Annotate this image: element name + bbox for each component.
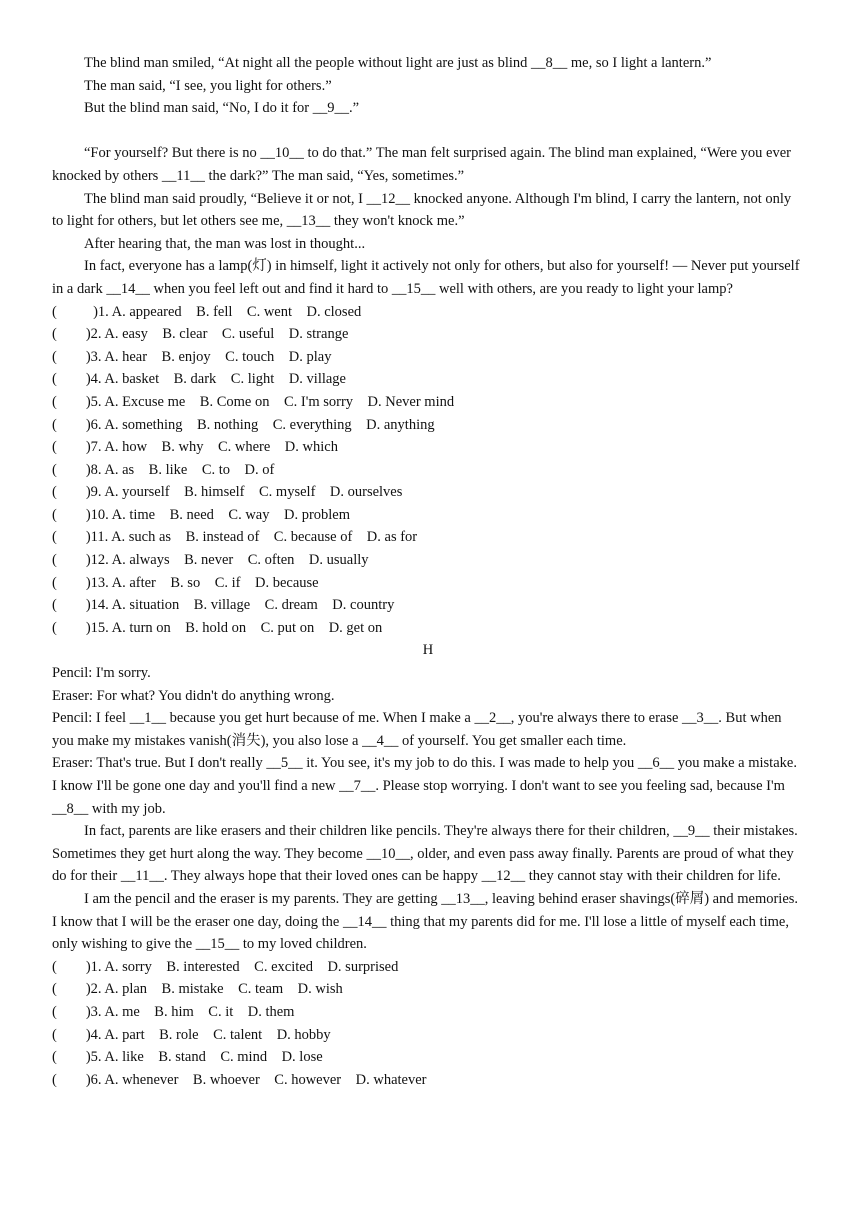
story-paragraph: After hearing that, the man was lost in thought... [84,235,366,252]
question-option-line: ( )2. A. easy B. clear C. useful D. strange [52,326,349,343]
dialogue-line: Pencil: I'm sorry. [52,665,151,682]
story-paragraph: In fact, parents are like erasers and their children like pencils. They're always there for their children, __9__ their mistakes. Sometimes they get hurt along the way. They become __10__, older, and even pass away finally. Parents are proud of what they do for their __11__. They always hope that their loved ones can be happy __12__ they cannot stay with their children for life. [52,823,798,885]
question-option-line: ( )7. A. how B. why C. where D. which [52,439,338,456]
question-option-line: ( )8. A. as B. like C. to D. of [52,461,275,478]
question-option-line: ( )4. A. part B. role C. talent D. hobby [52,1026,331,1043]
question-option-line: ( )5. A. like B. stand C. mind D. lose [52,1049,323,1066]
dialogue-line: Eraser: That's true. But I don't really __5__ it. You see, it's my job to do this. I was made to help you __6__ you make a mistake. I know I'll be gone one day and you'll find a new __7__. Please stop worrying. I don't want to see you feeling sad, because I'm __8__ with my job. [52,755,797,817]
story-paragraph: In fact, everyone has a lamp(灯) in himself, light it actively not only for others, but also for yourself! — Never put yourself in a dark __14__ when you feel left out and find it hard to __15__ well with others, are you ready to light your lamp? [52,258,800,297]
story-paragraph: “For yourself? But there is no __10__ to do that.” The man felt surprised again. The blind man explained, “Were you ever knocked by others __11__ the dark?” The man said, “Yes, sometimes.” [52,145,791,184]
question-option-line: ( )11. A. such as B. instead of C. because of D. as for [52,529,418,546]
story-paragraph: The blind man said proudly, “Believe it or not, I __12__ knocked anyone. Although I'm blind, I carry the lantern, not only to light for others, but let others see me, __13__ they won't knock me.” [52,190,792,230]
section-heading: H [422,642,434,659]
question-option-line: ( )1. A. appeared B. fell C. went D. closed [52,303,362,320]
question-option-line: ( )6. A. something B. nothing C. everything D. anything [52,416,435,433]
question-option-line: ( )3. A. hear B. enjoy C. touch D. play [52,348,332,365]
question-option-line: ( )15. A. turn on B. hold on C. put on D. get on [52,619,383,636]
question-option-line: ( )10. A. time B. need C. way D. problem [52,506,351,523]
question-option-line: ( )5. A. Excuse me B. Come on C. I'm sorry D. Never mind [52,393,455,410]
paragraph-spacer [52,120,804,143]
question-option-line: ( )13. A. after B. so C. if D. because [52,574,319,591]
story-paragraph: The man said, “I see, you light for others.” [84,77,332,94]
question-option-line: ( )9. A. yourself B. himself C. myself D. ourselves [52,484,403,501]
story-paragraph: The blind man smiled, “At night all the people without light are just as blind __8__ me, so I light a lantern.” [84,55,712,71]
question-option-line: ( )1. A. sorry B. interested C. excited D. surprised [52,958,399,975]
question-option-line: ( )14. A. situation B. village C. dream D. country [52,597,395,614]
dialogue-line: Pencil: I feel __1__ because you get hurt because of me. When I make a __2__, you're always there to erase __3__. But when you make my mistakes vanish(消失), you also lose a __4__ of yourself. You get smaller each time. [52,710,782,749]
question-option-line: ( )12. A. always B. never C. often D. usually [52,552,369,569]
dialogue-line: Eraser: For what? You didn't do anything wrong. [52,687,335,704]
question-option-line: ( )3. A. me B. him C. it D. them [52,1003,295,1020]
question-option-line: ( )4. A. basket B. dark C. light D. village [52,371,346,388]
document-page [52,52,804,1091]
story-paragraph: But the blind man said, “No, I do it for __9__.” [84,100,360,117]
question-option-line: ( )6. A. whenever B. whoever C. however D. whatever [52,1071,427,1088]
story-paragraph: I am the pencil and the eraser is my parents. They are getting __13__, leaving behind eraser shavings(碎屑) and memories. I know that I will be the eraser one day, doing the __14__ thing that my parents did for me. I'll lose a little of myself each time, only wishing to give the __15__ to my loved children. [52,890,799,953]
question-option-line: ( )2. A. plan B. mistake C. team D. wish [52,981,343,998]
